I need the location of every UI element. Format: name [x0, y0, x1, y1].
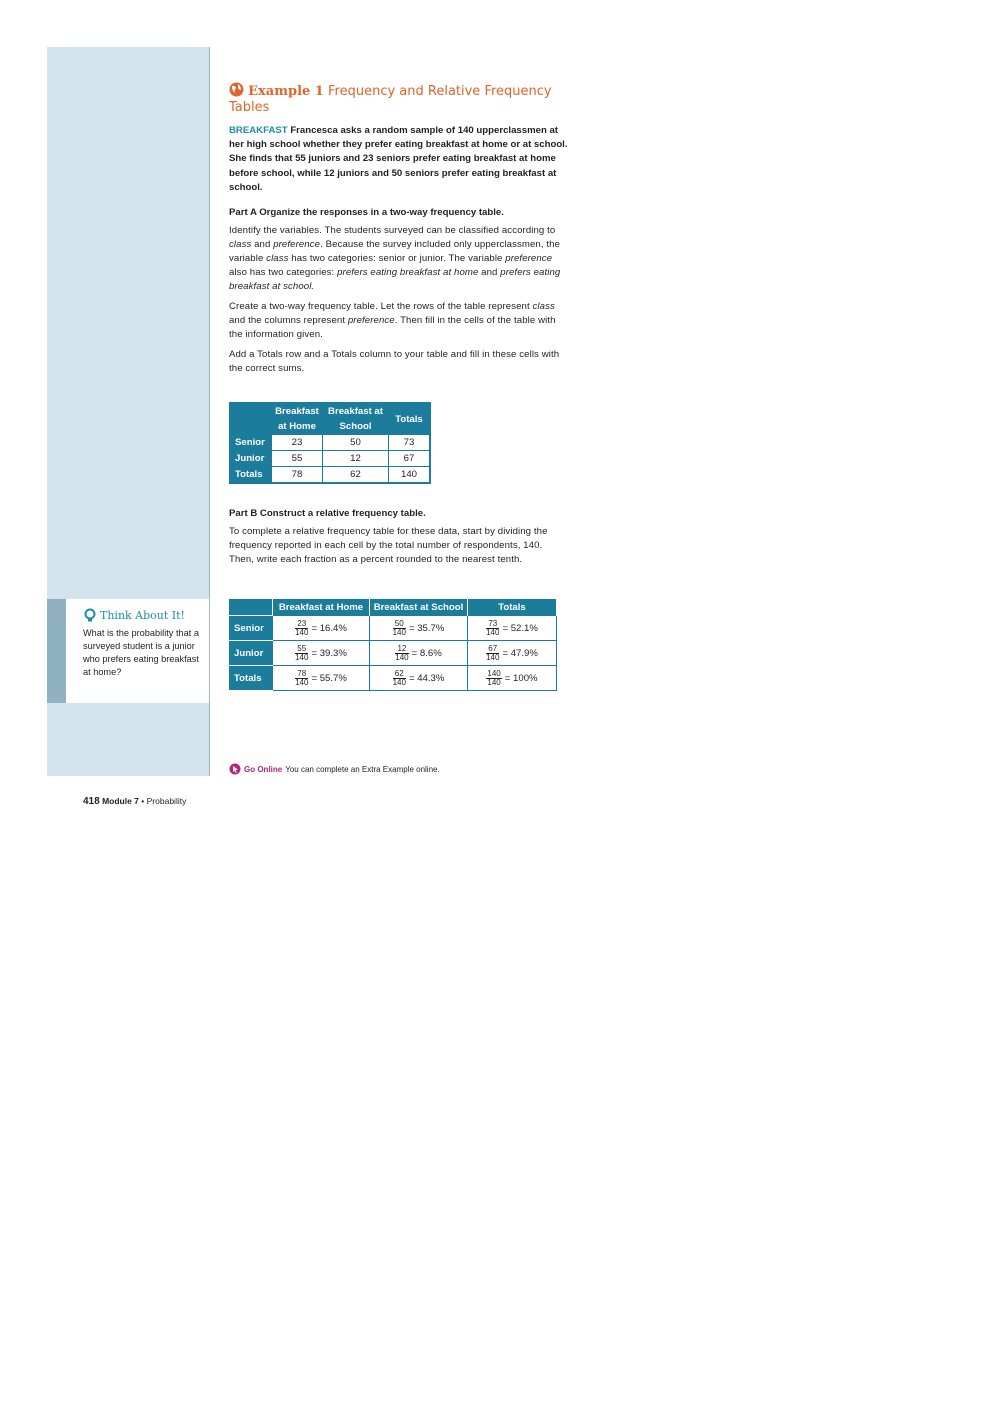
relative-frequency-table: [229, 599, 557, 691]
go-online-note[interactable]: [229, 763, 440, 775]
table-cell: $\frac{23}{140}$ = 16.4%: [273, 616, 370, 641]
row-header: Junior: [230, 451, 272, 467]
table-cell: $\frac{62}{140}$ = 44.3%: [370, 666, 468, 691]
fraction: $\frac{55}{140}$: [295, 643, 309, 662]
row-header: Totals: [230, 666, 273, 691]
table-cell: $\frac{55}{140}$ = 39.3%: [273, 641, 370, 666]
fraction: $\frac{78}{140}$: [295, 668, 309, 687]
table-cell: 140: [389, 467, 431, 484]
globe-icon: [229, 82, 244, 97]
table-header-row: [230, 600, 557, 616]
row-header: Senior: [230, 435, 272, 451]
table-row: [230, 435, 430, 451]
context-tag: BREAKFAST: [229, 125, 288, 136]
row-header: Totals: [230, 467, 272, 484]
corner-cell: [230, 403, 272, 435]
part-a-heading: Part A Organize the responses in a two-way frequency table.: [229, 207, 504, 219]
main-content: [229, 82, 569, 376]
table-cell: $\frac{12}{140}$ = 8.6%: [370, 641, 468, 666]
fraction: $\frac{73}{140}$: [486, 618, 500, 637]
row-header: Junior: [230, 641, 273, 666]
table-cell: 12: [323, 451, 389, 467]
table-row: [230, 641, 557, 666]
part-b-heading: Part B Construct a relative frequency table.: [229, 508, 426, 519]
table-cell: 78: [272, 467, 323, 484]
think-about-it-title: [83, 608, 185, 622]
fraction: $\frac{62}{140}$: [392, 668, 406, 687]
fraction: $\frac{23}{140}$: [295, 618, 309, 637]
part-b-section: [229, 508, 569, 567]
problem-text: Francesca asks a random sample of 140 upperclassmen at her high school whether they prefer eating breakfast at home or at school. She finds that 55 juniors and 23 seniors prefer eating breakfast at home before school, while 12 juniors and 50 seniors prefer eating breakfast at school.: [229, 125, 568, 193]
table-cell: 23: [272, 435, 323, 451]
table-cell: 67: [389, 451, 431, 467]
fraction: $\frac{67}{140}$: [486, 643, 500, 662]
table-cell: 62: [323, 467, 389, 484]
row-header: Senior: [230, 616, 273, 641]
fraction: $\frac{50}{140}$: [392, 618, 406, 637]
example-number: Example 1: [248, 84, 324, 99]
module-label: Module 7: [102, 796, 139, 806]
go-online-label[interactable]: Go Online: [244, 764, 283, 774]
think-about-it-question: What is the probability that a surveyed student is a junior who prefers eating breakfast at home?: [83, 628, 199, 677]
part-a-paragraph-1: Identify the variables. The students surveyed can be classified according to class and preference. Because the survey included only upperclassmen, the variable class has two categories: senior or junior. The variable preference also has two categories: prefers eating breakfast at home and prefers eating breakfast at school.: [229, 225, 561, 293]
table-row: [230, 451, 430, 467]
table-cell: 50: [323, 435, 389, 451]
example-heading: [229, 82, 569, 116]
table-cell: $\frac{67}{140}$ = 47.9%: [468, 641, 557, 666]
table-header-row: [230, 403, 430, 435]
table-cell: 73: [389, 435, 431, 451]
column-header: Breakfast at School: [323, 403, 389, 435]
think-about-it-bar: [47, 599, 66, 703]
footer-separator: •: [141, 796, 145, 806]
column-header: Totals: [389, 403, 431, 435]
page-number: 418: [83, 796, 100, 807]
column-header: Totals: [468, 600, 557, 616]
column-header: Breakfast at Home: [273, 600, 370, 616]
go-online-text: You can complete an Extra Example online.: [285, 764, 440, 774]
fraction: $\frac{140}{140}$: [487, 668, 501, 687]
column-header: Breakfast at Home: [272, 403, 323, 435]
think-title-text: Think About It!: [100, 608, 185, 622]
part-a-paragraph-2: Create a two-way frequency table. Let the rows of the table represent class and the columns represent preference. Then fill in the cells of the table with the information given.: [229, 301, 556, 341]
corner-cell: [230, 600, 273, 616]
page-footer: [83, 796, 186, 807]
table-cell: $\frac{73}{140}$ = 52.1%: [468, 616, 557, 641]
column-header: Breakfast at School: [370, 600, 468, 616]
frequency-table: [229, 402, 431, 484]
example-title: Frequency and Relative Frequency Tables: [229, 84, 552, 115]
part-b-paragraph: To complete a relative frequency table for these data, start by dividing the frequency reported in each cell by the total number of respondents, 140. Then, write each fraction as a percent rounded to the nearest tenth.: [229, 526, 548, 565]
part-a-paragraph-3: Add a Totals row and a Totals column to your table and fill in these cells with the correct sums.: [229, 349, 560, 375]
problem-statement: [229, 124, 569, 195]
table-cell: 55: [272, 451, 323, 467]
topic-label: Probability: [146, 796, 187, 806]
fraction: $\frac{12}{140}$: [395, 643, 409, 662]
cursor-click-icon: [229, 763, 241, 775]
table-row: [230, 467, 430, 484]
table-cell: $\frac{78}{140}$ = 55.7%: [273, 666, 370, 691]
table-cell: $\frac{140}{140}$ = 100%: [468, 666, 557, 691]
table-row: [230, 616, 557, 641]
sidebar-divider: [209, 47, 210, 776]
table-row: [230, 666, 557, 691]
lightbulb-head-icon: [83, 608, 97, 622]
table-cell: $\frac{50}{140}$ = 35.7%: [370, 616, 468, 641]
